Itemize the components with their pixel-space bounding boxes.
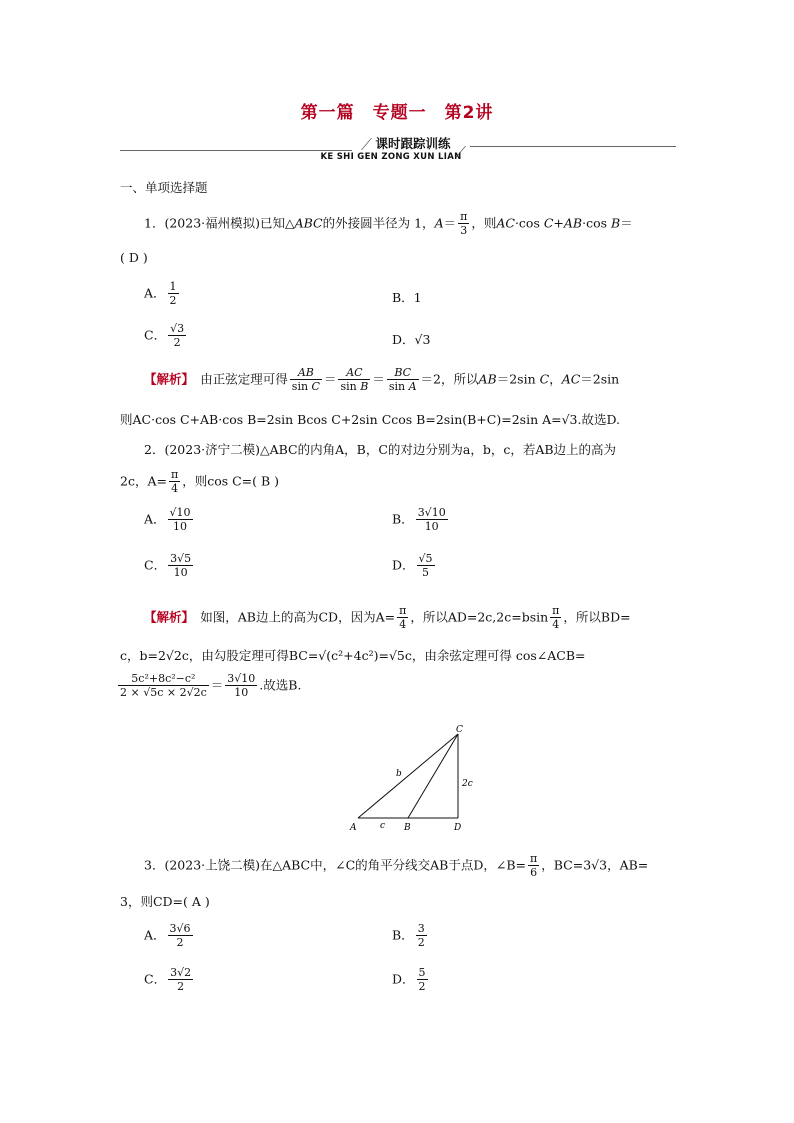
q2-solution-line3: $\frac{\text{5c²+8c²−c²}}{2 \times √5c \times 2√2c}$ ＝ $\frac{3√10}{10}$ .故选B. [120, 672, 302, 699]
q1-option-c: C． $\frac{√3}{2}$ [144, 322, 185, 349]
side-ac [358, 734, 458, 818]
q2-option-d: D． $\frac{√5}{5}$ [392, 552, 433, 579]
label-side-c: c [380, 821, 386, 831]
triangle-figure [340, 718, 490, 836]
label-c: C [456, 725, 463, 735]
label-a: A [350, 823, 357, 833]
label-height: 2c [462, 779, 473, 789]
banner-subtitle: KE SHI GEN ZONG XUN LIAN [320, 152, 462, 162]
label-b: B [404, 823, 411, 833]
q3-option-a: A． $\frac{3√6}{2}$ [144, 922, 191, 949]
q1-solution-line2: 则AC·cos C+AB·cos B=2sin Bcos C+2sin Ccos B=2sin(B+C)=2sin A=√3.故选D. [120, 412, 621, 427]
q3-option-d: D． $\frac{5}{2}$ [392, 966, 426, 993]
q1-option-d: D．√3 [392, 332, 431, 347]
q1-option-a: A． $\frac{1}{2}$ [144, 280, 177, 307]
q1-answer: ( D ) [120, 250, 148, 265]
q1-option-b: B．1 [392, 290, 422, 305]
banner-rule-left [120, 150, 352, 151]
q2-stem: 2．(2023·济宁二模)△ABC的内角A，B，C的对边分别为a，b，c，若AB边上的高为 [144, 442, 617, 457]
q3-option-c: C． $\frac{3√2}{2}$ [144, 966, 192, 993]
banner [120, 134, 676, 164]
q2-option-c: C． $\frac{3√5}{10}$ [144, 552, 192, 579]
q1-stem: 1．(2023·福州模拟)已知△ABC的外接圆半径为 1，A＝ $\frac{\pi}{3}$ ，则AC·cos C+AB·cos B＝ [144, 210, 633, 237]
q2-option-b: B． $\frac{3√10}{10}$ [392, 506, 446, 533]
label-side-b: b [396, 769, 402, 779]
q3-stem-line2: 3，则CD=( A ) [120, 894, 210, 909]
q2-solution: 【解析】 如图，AB边上的高为CD，因为A= $\frac{\pi}{4}$ ，所以AD=2c,2c=bsin $\frac{\pi}{4}$ ，所以BD= [144, 604, 631, 631]
page-title: 第一篇 专题一 第2讲 [300, 103, 494, 123]
q3-option-b: B． $\frac{3}{2}$ [392, 922, 425, 949]
q1-solution: 【解析】 由正弦定理可得 $\frac{AB}{\text{sin C}}$ ＝ $\frac{AC}{\text{sin B}}$ ＝ $\frac{BC}{\text{sin A}}$ ＝2，所以AB＝2sin C，AC＝2sin [144, 366, 620, 393]
side-bc [408, 734, 458, 818]
q2-option-a: A． $\frac{√10}{10}$ [144, 506, 191, 533]
banner-title: 课时跟踪训练 [375, 136, 451, 151]
section-heading: 一、单项选择题 [120, 180, 208, 195]
label-d: D [454, 823, 462, 833]
q2-stem-line2: 2c，A= $\frac{\pi}{4}$ ，则cos C=( B ) [120, 468, 280, 495]
q3-stem: 3．(2023·上饶二模)在△ABC中，∠C的角平分线交AB于点D，∠B= $\frac{\pi}{6}$ ，BC=3√3，AB= [144, 852, 649, 879]
q2-solution-line2: c，b=2√2c，由勾股定理可得BC=√(c²+4c²)=√5c，由余弦定理可得 cos∠ACB= [120, 648, 586, 663]
banner-rule-right [470, 146, 676, 147]
